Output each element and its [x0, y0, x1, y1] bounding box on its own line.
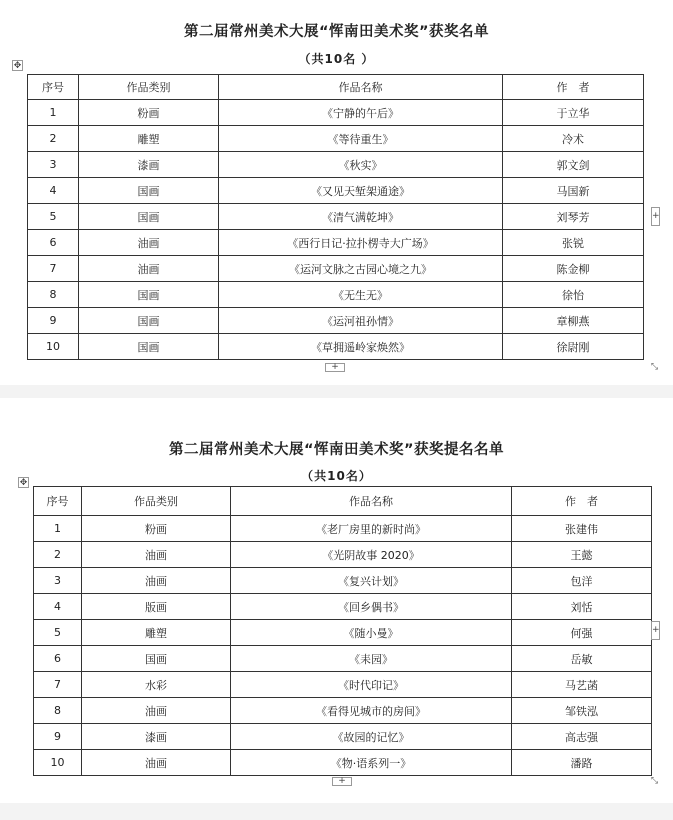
- table-cell: 4: [34, 594, 82, 620]
- table-cell: 油画: [79, 256, 219, 282]
- table-cell: 《草拥遥岭家焕然》: [219, 334, 503, 360]
- table-cell: 粉画: [79, 100, 219, 126]
- table-cell: 邹铁泓: [512, 698, 652, 724]
- table-row: [34, 568, 652, 594]
- table-row: [28, 230, 644, 256]
- table-cell: 4: [28, 178, 79, 204]
- table-cell: 《秋实》: [219, 152, 503, 178]
- table-cell: 《回乡偶书》: [231, 594, 512, 620]
- table-row: [34, 698, 652, 724]
- table-cell: 陈金柳: [503, 256, 644, 282]
- table-cell: 6: [28, 230, 79, 256]
- table-row: [28, 204, 644, 230]
- table-cell: 雕塑: [82, 620, 231, 646]
- table-row: [34, 646, 652, 672]
- table-row: [28, 282, 644, 308]
- table-cell: 《复兴计划》: [231, 568, 512, 594]
- table-cell: 漆画: [79, 152, 219, 178]
- table-cell: 岳敏: [512, 646, 652, 672]
- table-cell: 《等待重生》: [219, 126, 503, 152]
- table-cell: 国画: [82, 646, 231, 672]
- column-header: 作品类别: [79, 75, 219, 100]
- add-column-icon[interactable]: +: [651, 207, 660, 226]
- add-column-icon[interactable]: +: [651, 621, 660, 640]
- table-cell: 徐尉刚: [503, 334, 644, 360]
- table-cell: 于立华: [503, 100, 644, 126]
- table-row: [28, 100, 644, 126]
- table-cell: 5: [34, 620, 82, 646]
- table-cell: 国画: [79, 282, 219, 308]
- table-cell: 章柳燕: [503, 308, 644, 334]
- table-cell: 1: [28, 100, 79, 126]
- page-title: 第二届常州美术大展“恽南田美术奖”获奖名单: [183, 24, 490, 40]
- table-cell: 郭文剑: [503, 152, 644, 178]
- table-cell: 《运河文脉之古园心境之九》: [219, 256, 503, 282]
- table-cell: 2: [34, 542, 82, 568]
- table-cell: 2: [28, 126, 79, 152]
- table-cell: 油画: [82, 568, 231, 594]
- table-move-handle-icon[interactable]: ✥: [13, 61, 22, 71]
- table-cell: 马艺菡: [512, 672, 652, 698]
- column-header: 作品名称: [231, 487, 512, 516]
- table-row: [34, 516, 652, 542]
- table-cell: 刘琴芳: [503, 204, 644, 230]
- column-header: 作 者: [512, 487, 652, 516]
- table-cell: 《时代印记》: [231, 672, 512, 698]
- table-cell: 《看得见城市的房间》: [231, 698, 512, 724]
- table-cell: 水彩: [82, 672, 231, 698]
- table-cell: 3: [28, 152, 79, 178]
- table-resize-icon[interactable]: ⤡: [650, 776, 659, 786]
- table-cell: 刘恬: [512, 594, 652, 620]
- table-cell: 3: [34, 568, 82, 594]
- table-cell: 漆画: [82, 724, 231, 750]
- document-page-2: [0, 398, 673, 803]
- table-row: [28, 256, 644, 282]
- table-cell: 潘路: [512, 750, 652, 776]
- table-cell: 《物·语系列一》: [231, 750, 512, 776]
- column-header: 序号: [28, 75, 79, 100]
- table-row: [34, 542, 652, 568]
- table-cell: 雕塑: [79, 126, 219, 152]
- page-subtitle: （共10名 ）: [298, 52, 375, 66]
- add-row-icon[interactable]: +: [332, 777, 352, 786]
- table-cell: 粉画: [82, 516, 231, 542]
- award-table: [27, 74, 644, 360]
- table-cell: 国画: [79, 178, 219, 204]
- table-move-handle-icon[interactable]: ✥: [19, 478, 28, 488]
- table-row: [28, 178, 644, 204]
- table-resize-icon[interactable]: ⤡: [650, 362, 659, 372]
- table-cell: 8: [28, 282, 79, 308]
- table-cell: 《光阴故事 2020》: [231, 542, 512, 568]
- table-row: [34, 620, 652, 646]
- table-cell: 9: [34, 724, 82, 750]
- table-cell: 《西行日记·拉扑楞寺大广场》: [219, 230, 503, 256]
- table-cell: 冷术: [503, 126, 644, 152]
- table-cell: 7: [34, 672, 82, 698]
- page-title: 第二届常州美术大展“恽南田美术奖”获奖提名名单: [168, 442, 505, 458]
- table-cell: 油画: [82, 542, 231, 568]
- table-cell: 国画: [79, 204, 219, 230]
- table-cell: 7: [28, 256, 79, 282]
- table-cell: 国画: [79, 334, 219, 360]
- table-cell: 马国新: [503, 178, 644, 204]
- table-row: [28, 126, 644, 152]
- document-page-1: [0, 0, 673, 385]
- table-cell: 《又见天堑架通途》: [219, 178, 503, 204]
- table-cell: 何强: [512, 620, 652, 646]
- table-cell: 6: [34, 646, 82, 672]
- table-row: [28, 308, 644, 334]
- table-row: [34, 594, 652, 620]
- table-cell: 10: [28, 334, 79, 360]
- table-cell: 《老厂房里的新时尚》: [231, 516, 512, 542]
- table-cell: 张建伟: [512, 516, 652, 542]
- column-header: 序号: [34, 487, 82, 516]
- table-cell: 徐怡: [503, 282, 644, 308]
- table-cell: 9: [28, 308, 79, 334]
- table-cell: 《故园的记忆》: [231, 724, 512, 750]
- table-cell: 《无生无》: [219, 282, 503, 308]
- table-cell: 油画: [79, 230, 219, 256]
- table-cell: 高志强: [512, 724, 652, 750]
- add-row-icon[interactable]: +: [325, 363, 345, 372]
- table-cell: 《宁静的午后》: [219, 100, 503, 126]
- column-header: 作 者: [503, 75, 644, 100]
- nomination-table: [33, 486, 652, 776]
- table-cell: 王懿: [512, 542, 652, 568]
- table-row: [34, 724, 652, 750]
- table-cell: 1: [34, 516, 82, 542]
- table-cell: 张锐: [503, 230, 644, 256]
- table-cell: 《清气满乾坤》: [219, 204, 503, 230]
- table-header-row: [34, 487, 652, 516]
- table-cell: 油画: [82, 750, 231, 776]
- table-row: [28, 334, 644, 360]
- table-cell: 油画: [82, 698, 231, 724]
- table-cell: 国画: [79, 308, 219, 334]
- table-header-row: [28, 75, 644, 100]
- column-header: 作品名称: [219, 75, 503, 100]
- page-subtitle: （共10名）: [301, 469, 372, 483]
- table-cell: 《运河祖孙情》: [219, 308, 503, 334]
- table-cell: 10: [34, 750, 82, 776]
- table-row: [28, 152, 644, 178]
- table-row: [34, 750, 652, 776]
- table-row: [34, 672, 652, 698]
- table-cell: 8: [34, 698, 82, 724]
- table-cell: 《随小曼》: [231, 620, 512, 646]
- table-cell: 《耒园》: [231, 646, 512, 672]
- table-cell: 版画: [82, 594, 231, 620]
- table-cell: 包洋: [512, 568, 652, 594]
- column-header: 作品类别: [82, 487, 231, 516]
- table-cell: 5: [28, 204, 79, 230]
